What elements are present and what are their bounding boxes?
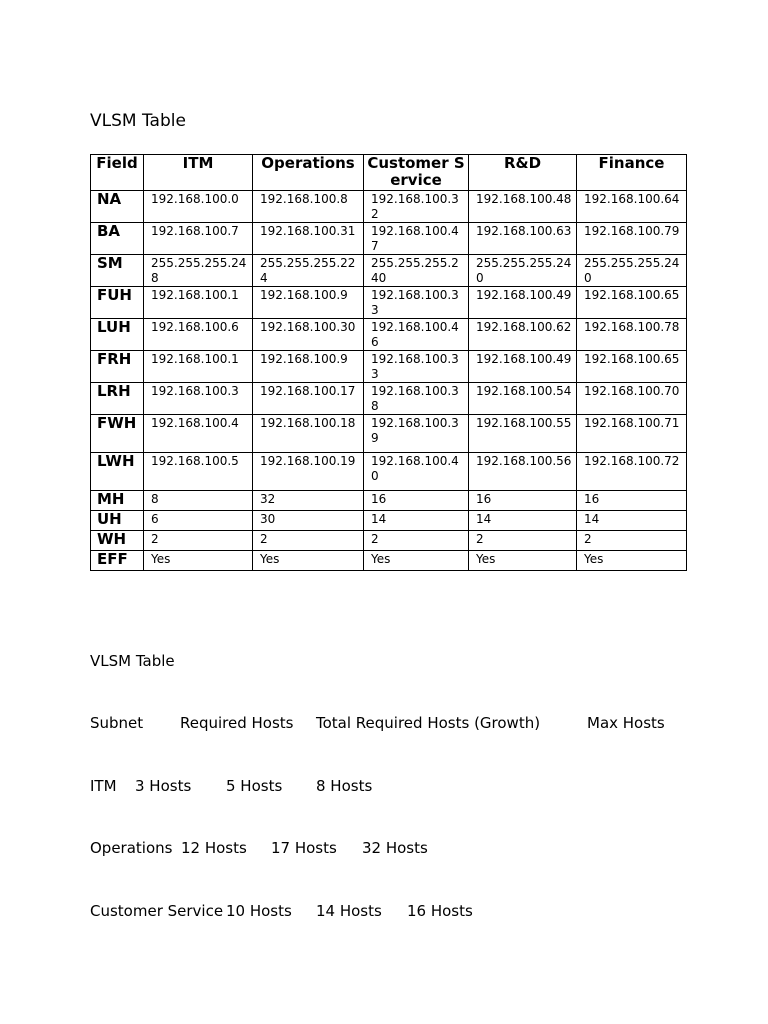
- column-header-finance: Finance: [577, 155, 687, 191]
- table-cell: 192.168.100.30: [253, 319, 364, 351]
- table-cell: 192.168.100.49: [469, 351, 577, 383]
- max-hosts: 16 Hosts: [407, 902, 473, 920]
- table-cell: 16: [469, 491, 577, 511]
- table-cell: 192.168.100.32: [364, 191, 469, 223]
- table-cell: 255.255.255.248: [144, 255, 253, 287]
- table-cell: Yes: [364, 551, 469, 571]
- table-cell: 192.168.100.33: [364, 287, 469, 319]
- table-cell: 192.168.100.0: [144, 191, 253, 223]
- table-cell: 2: [577, 531, 687, 551]
- row-label: FUH: [91, 287, 144, 319]
- table-cell: 30: [253, 511, 364, 531]
- table-row: [91, 511, 687, 531]
- table-cell: 192.168.100.79: [577, 223, 687, 255]
- row-label: FWH: [91, 415, 144, 453]
- table-cell: 8: [144, 491, 253, 511]
- table-row: [91, 191, 687, 223]
- table-cell: 2: [253, 531, 364, 551]
- table-cell: 14: [577, 511, 687, 531]
- table-cell: 192.168.100.18: [253, 415, 364, 453]
- table-cell: 192.168.100.17: [253, 383, 364, 415]
- table-cell: 192.168.100.5: [144, 453, 253, 491]
- table-row: [91, 223, 687, 255]
- table-cell: 192.168.100.47: [364, 223, 469, 255]
- row-label: NA: [91, 191, 144, 223]
- required-hosts: 10 Hosts: [226, 902, 292, 920]
- column-header-field: Field: [91, 155, 144, 191]
- column-header-itm: ITM: [144, 155, 253, 191]
- table-cell: 255.255.255.224: [253, 255, 364, 287]
- table-row: [91, 415, 687, 453]
- column-label-required-hosts: Required Hosts: [180, 714, 294, 732]
- subnet-name: Operations: [90, 839, 173, 857]
- table-cell: 192.168.100.19: [253, 453, 364, 491]
- table-cell: 192.168.100.3: [144, 383, 253, 415]
- table-row: [91, 287, 687, 319]
- total-required-hosts: 14 Hosts: [316, 902, 382, 920]
- table-cell: 192.168.100.65: [577, 287, 687, 319]
- subnet-name: ITM: [90, 777, 117, 795]
- table-cell: 192.168.100.9: [253, 287, 364, 319]
- table-cell: 192.168.100.70: [577, 383, 687, 415]
- row-label: MH: [91, 491, 144, 511]
- table-cell: 192.168.100.72: [577, 453, 687, 491]
- total-required-hosts: 5 Hosts: [226, 777, 283, 795]
- table-cell: 192.168.100.54: [469, 383, 577, 415]
- table-cell: 192.168.100.56: [469, 453, 577, 491]
- table-cell: Yes: [144, 551, 253, 571]
- table-row: [91, 531, 687, 551]
- table-cell: 14: [364, 511, 469, 531]
- row-label: LRH: [91, 383, 144, 415]
- document-title: VLSM Table: [90, 111, 186, 131]
- table-row: [91, 351, 687, 383]
- table-cell: Yes: [469, 551, 577, 571]
- table-cell: 6: [144, 511, 253, 531]
- row-label: SM: [91, 255, 144, 287]
- table-cell: 192.168.100.1: [144, 351, 253, 383]
- table-row: [91, 491, 687, 511]
- table-row: [91, 319, 687, 351]
- table-cell: 2: [364, 531, 469, 551]
- table-cell: 2: [469, 531, 577, 551]
- row-label: WH: [91, 531, 144, 551]
- required-hosts: 12 Hosts: [181, 839, 247, 857]
- table-cell: 255.255.255.240: [577, 255, 687, 287]
- table-cell: 192.168.100.48: [469, 191, 577, 223]
- table-cell: 192.168.100.55: [469, 415, 577, 453]
- table-cell: 2: [144, 531, 253, 551]
- subnet-name: Customer Service: [90, 902, 224, 920]
- column-label-total-required-hosts: Total Required Hosts (Growth): [316, 714, 541, 732]
- row-label: LUH: [91, 319, 144, 351]
- table-cell: 192.168.100.39: [364, 415, 469, 453]
- table-cell: Yes: [253, 551, 364, 571]
- table-cell: 192.168.100.65: [577, 351, 687, 383]
- column-header-rnd: R&D: [469, 155, 577, 191]
- table-cell: 192.168.100.9: [253, 351, 364, 383]
- table-cell: 192.168.100.63: [469, 223, 577, 255]
- vlsm-table: [90, 154, 687, 571]
- column-header-operations: Operations: [253, 155, 364, 191]
- table-cell: 16: [577, 491, 687, 511]
- section-title: VLSM Table: [90, 652, 175, 670]
- total-required-hosts: 17 Hosts: [271, 839, 337, 857]
- table-cell: 192.168.100.62: [469, 319, 577, 351]
- table-header-row: [91, 155, 687, 191]
- table-cell: 192.168.100.46: [364, 319, 469, 351]
- row-label: FRH: [91, 351, 144, 383]
- row-label: LWH: [91, 453, 144, 491]
- column-header-customer-service: Customer Service: [364, 155, 469, 191]
- table-cell: 192.168.100.33: [364, 351, 469, 383]
- table-cell: 192.168.100.78: [577, 319, 687, 351]
- max-hosts: 32 Hosts: [362, 839, 428, 857]
- table-cell: 192.168.100.40: [364, 453, 469, 491]
- column-label-max-hosts: Max Hosts: [587, 714, 665, 732]
- table-cell: 192.168.100.31: [253, 223, 364, 255]
- table-cell: 32: [253, 491, 364, 511]
- table-cell: 192.168.100.6: [144, 319, 253, 351]
- table-cell: 192.168.100.1: [144, 287, 253, 319]
- row-label: BA: [91, 223, 144, 255]
- table-cell: 192.168.100.7: [144, 223, 253, 255]
- table-row: [91, 383, 687, 415]
- table-cell: 192.168.100.8: [253, 191, 364, 223]
- table-cell: Yes: [577, 551, 687, 571]
- table-row: [91, 551, 687, 571]
- row-label: EFF: [91, 551, 144, 571]
- row-label: UH: [91, 511, 144, 531]
- table-cell: 192.168.100.71: [577, 415, 687, 453]
- table-cell: 192.168.100.4: [144, 415, 253, 453]
- table-cell: 192.168.100.49: [469, 287, 577, 319]
- max-hosts: 8 Hosts: [316, 777, 373, 795]
- table-cell: 192.168.100.64: [577, 191, 687, 223]
- table-cell: 16: [364, 491, 469, 511]
- column-label-subnet: Subnet: [90, 714, 144, 732]
- required-hosts: 3 Hosts: [135, 777, 192, 795]
- table-cell: 255.255.255.240: [364, 255, 469, 287]
- table-row: [91, 255, 687, 287]
- table-cell: 255.255.255.240: [469, 255, 577, 287]
- table-row: [91, 453, 687, 491]
- table-cell: 14: [469, 511, 577, 531]
- table-cell: 192.168.100.38: [364, 383, 469, 415]
